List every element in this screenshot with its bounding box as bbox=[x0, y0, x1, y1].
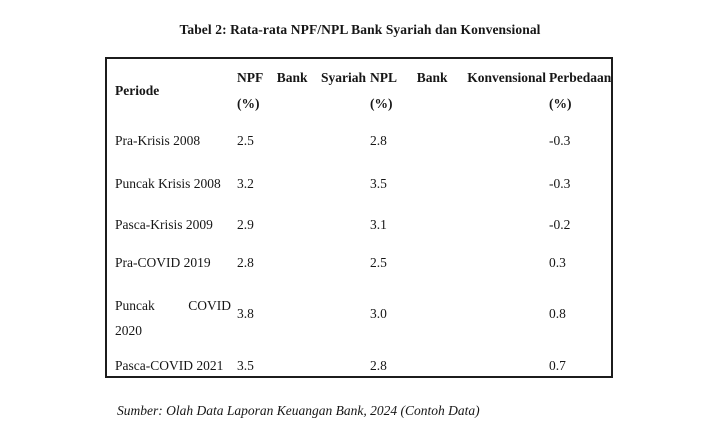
header-line bbox=[237, 59, 370, 85]
periode-word: Puncak bbox=[115, 298, 155, 313]
cell-periode: Pra-COVID 2019 bbox=[115, 255, 211, 270]
data-table bbox=[105, 57, 613, 378]
table-row bbox=[107, 354, 611, 376]
periode-line-1 bbox=[115, 298, 231, 313]
periode-line-2: 2020 bbox=[115, 323, 142, 338]
cell-npf: 2.9 bbox=[237, 217, 254, 232]
header-line bbox=[370, 59, 546, 85]
header-unit: (%) bbox=[549, 96, 572, 111]
cell-periode bbox=[107, 294, 237, 354]
table-row bbox=[107, 172, 611, 213]
table-row bbox=[107, 251, 611, 294]
cell-perbedaan: -0.2 bbox=[549, 217, 571, 232]
cell-perbedaan: 0.7 bbox=[549, 358, 566, 373]
header-word: Syariah bbox=[320, 70, 366, 85]
periode-word: COVID bbox=[188, 298, 231, 313]
table-title: Tabel 2: Rata-rata NPF/NPL Bank Syariah dan Konvensional bbox=[179, 22, 541, 37]
header-unit: (%) bbox=[370, 96, 393, 111]
cell-npf: 2.8 bbox=[237, 255, 254, 270]
cell-npl: 2.8 bbox=[370, 358, 387, 373]
header-word: Konvensional bbox=[467, 70, 546, 85]
cell-perbedaan: -0.3 bbox=[549, 176, 571, 191]
cell-npl: 2.8 bbox=[370, 133, 387, 148]
cell-npl: 3.5 bbox=[370, 176, 387, 191]
column-header-perbedaan bbox=[546, 59, 611, 129]
column-header-periode: Periode bbox=[115, 83, 160, 98]
cell-npf: 3.2 bbox=[237, 176, 254, 191]
cell-periode: Puncak Krisis 2008 bbox=[115, 176, 221, 191]
cell-npf: 3.5 bbox=[237, 358, 254, 373]
cell-npl: 3.1 bbox=[370, 217, 387, 232]
header-word: Bank bbox=[416, 70, 448, 85]
table-row bbox=[107, 294, 611, 354]
header-unit: (%) bbox=[237, 96, 260, 111]
cell-periode: Pasca-Krisis 2009 bbox=[115, 217, 213, 232]
cell-npl: 2.5 bbox=[370, 255, 387, 270]
header-word: Bank bbox=[276, 70, 308, 85]
header-word: NPL bbox=[370, 70, 397, 85]
cell-perbedaan: -0.3 bbox=[549, 133, 571, 148]
table-source-note: Sumber: Olah Data Laporan Keuangan Bank, 2024 (Contoh Data) bbox=[117, 403, 480, 418]
cell-npf: 2.5 bbox=[237, 133, 254, 148]
header-word: NPF bbox=[237, 70, 264, 85]
cell-periode: Pra-Krisis 2008 bbox=[115, 133, 201, 148]
table-header-row bbox=[107, 59, 611, 129]
cell-npf: 3.8 bbox=[237, 306, 254, 321]
table-row bbox=[107, 213, 611, 251]
column-header-npl-bank-konvensional bbox=[370, 59, 546, 129]
column-header-npf-bank-syariah bbox=[237, 59, 370, 129]
cell-npl: 3.0 bbox=[370, 306, 387, 321]
cell-perbedaan: 0.3 bbox=[549, 255, 566, 270]
cell-perbedaan: 0.8 bbox=[549, 306, 566, 321]
table-row bbox=[107, 129, 611, 172]
header-line: Perbedaan bbox=[549, 70, 611, 85]
cell-periode: Pasca-COVID 2021 bbox=[115, 358, 224, 373]
